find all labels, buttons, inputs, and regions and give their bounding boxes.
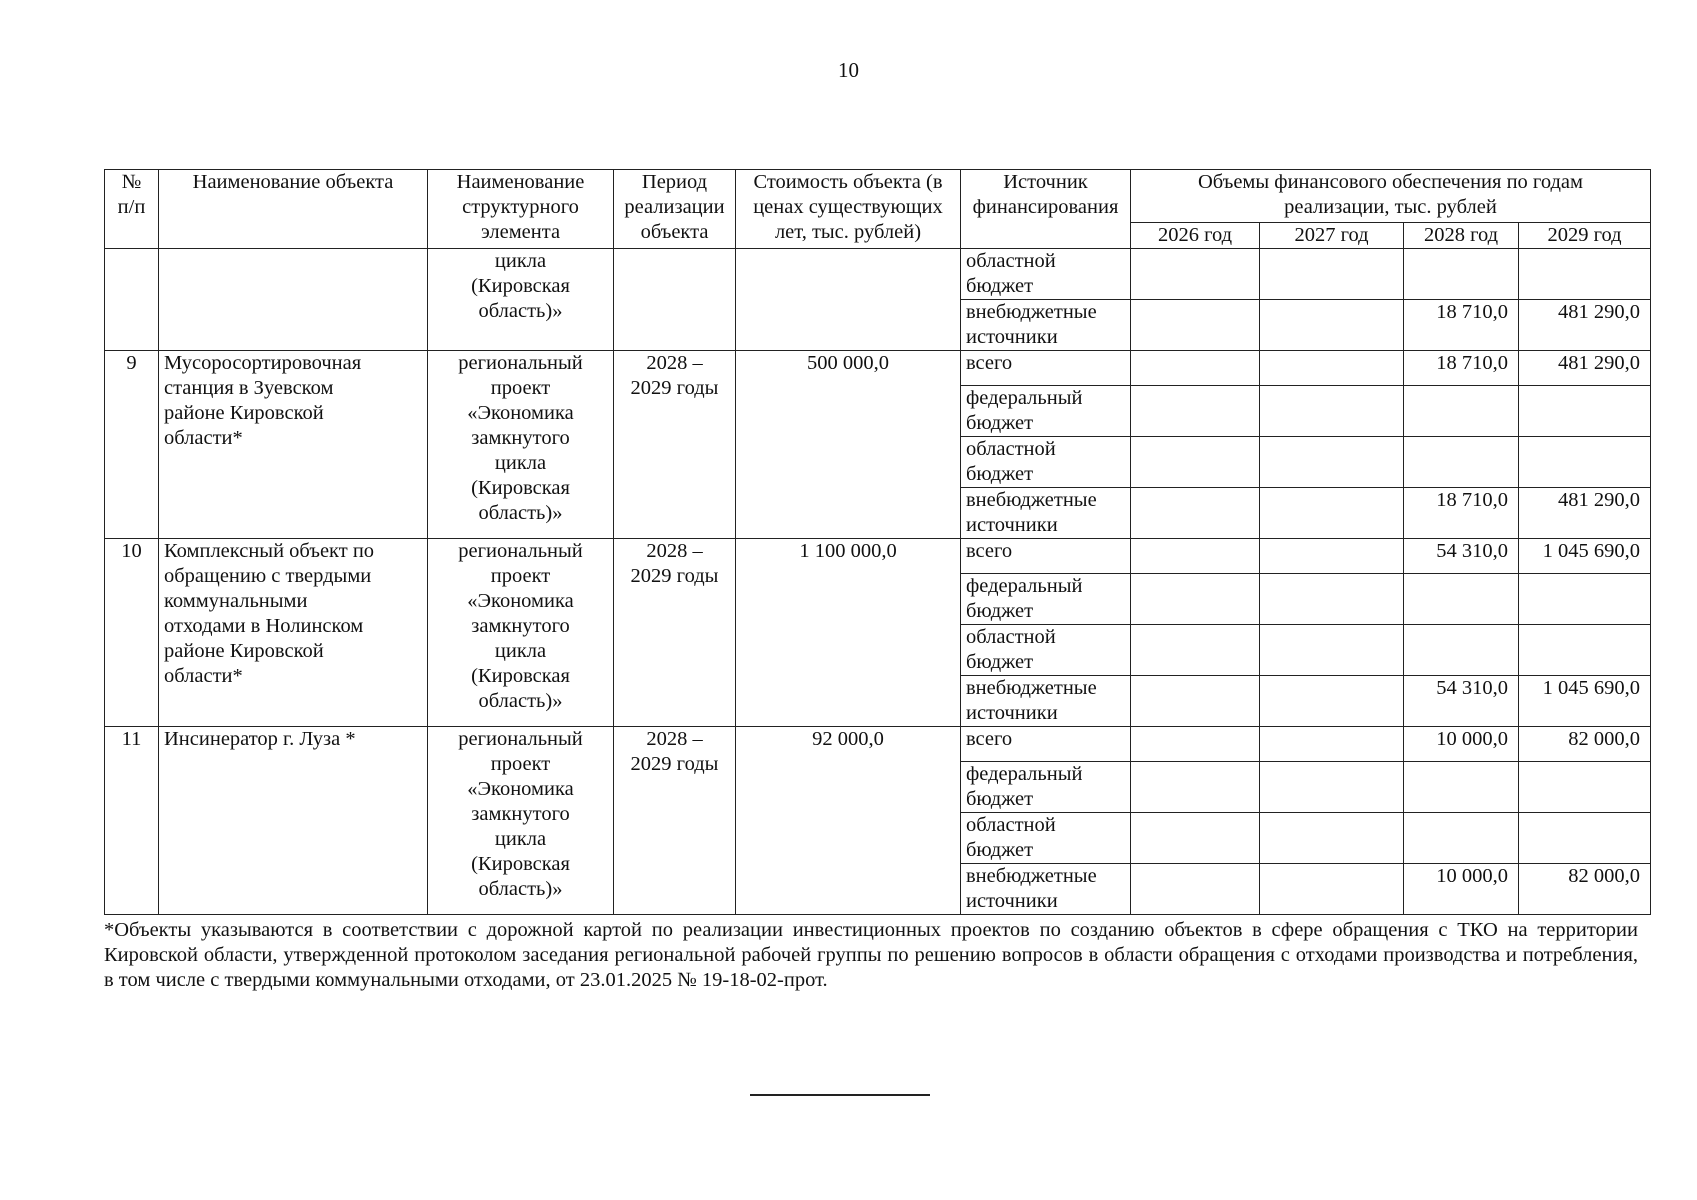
cell-2026 xyxy=(1131,386,1260,437)
cell-2026 xyxy=(1131,813,1260,864)
cell-2027 xyxy=(1260,351,1404,386)
cell-2029 xyxy=(1519,813,1651,864)
header-volumes: Объемы финансового обеспечения по годам реализации, тыс. рублей xyxy=(1131,170,1651,223)
cell-2026 xyxy=(1131,676,1260,727)
cell-2028 xyxy=(1404,437,1519,488)
cell-2028: 10 000,0 xyxy=(1404,864,1519,915)
cell-2029 xyxy=(1519,762,1651,813)
cell-source: областной бюджет xyxy=(961,437,1131,488)
footnote: *Объекты указываются в соответствии с дорожной картой по реализации инвестиционных проектов по созданию объектов в сфере обращения с ТКО на территории Кировской области, утвержденной протоколом заседания региональной рабочей группы по решению вопросов в области обращения с отходами производства и потребления, в том числе с твердыми коммунальными отходами, от 23.01.2025 № 19-18-02-прот. xyxy=(104,919,1638,991)
cell-source: внебюджетные источники xyxy=(961,676,1131,727)
cell-2027 xyxy=(1260,625,1404,676)
cell-2027 xyxy=(1260,539,1404,574)
cell-object-name: Мусоросортировочная станция в Зуевском районе Кировской области* xyxy=(159,351,428,539)
header-year-2029: 2029 год xyxy=(1519,223,1651,249)
header-num: № п/п xyxy=(105,170,159,249)
cell-2027 xyxy=(1260,249,1404,300)
cell-2028: 18 710,0 xyxy=(1404,351,1519,386)
cell-2028 xyxy=(1404,249,1519,300)
cell-2028: 10 000,0 xyxy=(1404,727,1519,762)
cell-2028: 54 310,0 xyxy=(1404,676,1519,727)
cell-2028 xyxy=(1404,574,1519,625)
cell-2027 xyxy=(1260,813,1404,864)
table-header xyxy=(105,170,1651,249)
cell-2026 xyxy=(1131,574,1260,625)
cell-period: 2028 – 2029 годы xyxy=(614,727,736,915)
cell-2029 xyxy=(1519,625,1651,676)
cell-2027 xyxy=(1260,676,1404,727)
cell-2028 xyxy=(1404,386,1519,437)
cell-2029: 481 290,0 xyxy=(1519,300,1651,351)
cell-period xyxy=(614,249,736,351)
cell-2028 xyxy=(1404,813,1519,864)
cell-2026 xyxy=(1131,625,1260,676)
cell-source: всего xyxy=(961,351,1131,386)
cell-source: всего xyxy=(961,727,1131,762)
cell-2027 xyxy=(1260,727,1404,762)
cell-period: 2028 – 2029 годы xyxy=(614,351,736,539)
cell-2026 xyxy=(1131,539,1260,574)
cell-2029: 82 000,0 xyxy=(1519,864,1651,915)
cell-2027 xyxy=(1260,488,1404,539)
table-row xyxy=(105,727,1651,762)
header-year-2027: 2027 год xyxy=(1260,223,1404,249)
cell-2029: 82 000,0 xyxy=(1519,727,1651,762)
header-structural-element: Наименование структурного элемента xyxy=(428,170,614,249)
cell-source: федеральный бюджет xyxy=(961,762,1131,813)
cell-2029: 1 045 690,0 xyxy=(1519,676,1651,727)
cell-2027 xyxy=(1260,864,1404,915)
cell-2029: 481 290,0 xyxy=(1519,488,1651,539)
table-row xyxy=(105,249,1651,300)
cell-structural-element: региональный проект «Экономика замкнутого цикла (Кировская область)» xyxy=(428,351,614,539)
cell-2029 xyxy=(1519,249,1651,300)
cell-2028: 54 310,0 xyxy=(1404,539,1519,574)
cell-2026 xyxy=(1131,864,1260,915)
header-year-2026: 2026 год xyxy=(1131,223,1260,249)
financing-table xyxy=(104,169,1651,915)
header-cost: Стоимость объекта (в ценах существующих лет, тыс. рублей) xyxy=(736,170,961,249)
cell-2027 xyxy=(1260,437,1404,488)
header-year-2028: 2028 год xyxy=(1404,223,1519,249)
cell-num: 9 xyxy=(105,351,159,539)
cell-period: 2028 – 2029 годы xyxy=(614,539,736,727)
cell-2029 xyxy=(1519,437,1651,488)
cell-2027 xyxy=(1260,386,1404,437)
cell-source: федеральный бюджет xyxy=(961,574,1131,625)
cell-object-name xyxy=(159,249,428,351)
cell-2028: 18 710,0 xyxy=(1404,300,1519,351)
cell-object-name: Инсинератор г. Луза * xyxy=(159,727,428,915)
header-source: Источник финансирования xyxy=(961,170,1131,249)
cell-2026 xyxy=(1131,488,1260,539)
cell-2026 xyxy=(1131,762,1260,813)
cell-2028 xyxy=(1404,625,1519,676)
table-row xyxy=(105,539,1651,574)
cell-source: областной бюджет xyxy=(961,813,1131,864)
cell-source: областной бюджет xyxy=(961,625,1131,676)
page-number: 10 xyxy=(838,58,859,82)
cell-source: областной бюджет xyxy=(961,249,1131,300)
cell-structural-element: региональный проект «Экономика замкнутого цикла (Кировская область)» xyxy=(428,727,614,915)
cell-num: 10 xyxy=(105,539,159,727)
cell-object-name: Комплексный объект по обращению с твердыми коммунальными отходами в Нолинском районе Кировской области* xyxy=(159,539,428,727)
cell-cost xyxy=(736,249,961,351)
cell-2026 xyxy=(1131,727,1260,762)
header-object-name: Наименование объекта xyxy=(159,170,428,249)
cell-source: внебюджетные источники xyxy=(961,864,1131,915)
cell-2029 xyxy=(1519,574,1651,625)
cell-2028 xyxy=(1404,762,1519,813)
cell-2029: 481 290,0 xyxy=(1519,351,1651,386)
cell-2026 xyxy=(1131,300,1260,351)
cell-2026 xyxy=(1131,437,1260,488)
cell-2026 xyxy=(1131,249,1260,300)
cell-structural-element: региональный проект «Экономика замкнутого цикла (Кировская область)» xyxy=(428,539,614,727)
cell-cost: 1 100 000,0 xyxy=(736,539,961,727)
cell-2026 xyxy=(1131,351,1260,386)
cell-2028: 18 710,0 xyxy=(1404,488,1519,539)
cell-num xyxy=(105,249,159,351)
cell-structural-element: цикла (Кировская область)» xyxy=(428,249,614,351)
cell-source: всего xyxy=(961,539,1131,574)
cell-num: 11 xyxy=(105,727,159,915)
cell-cost: 92 000,0 xyxy=(736,727,961,915)
cell-2029 xyxy=(1519,386,1651,437)
cell-source: федеральный бюджет xyxy=(961,386,1131,437)
table-row xyxy=(105,351,1651,386)
cell-source: внебюджетные источники xyxy=(961,488,1131,539)
cell-source: внебюджетные источники xyxy=(961,300,1131,351)
cell-2027 xyxy=(1260,574,1404,625)
cell-cost: 500 000,0 xyxy=(736,351,961,539)
cell-2027 xyxy=(1260,762,1404,813)
header-period: Период реализации объекта xyxy=(614,170,736,249)
cell-2027 xyxy=(1260,300,1404,351)
cell-2029: 1 045 690,0 xyxy=(1519,539,1651,574)
end-rule xyxy=(750,1094,930,1096)
